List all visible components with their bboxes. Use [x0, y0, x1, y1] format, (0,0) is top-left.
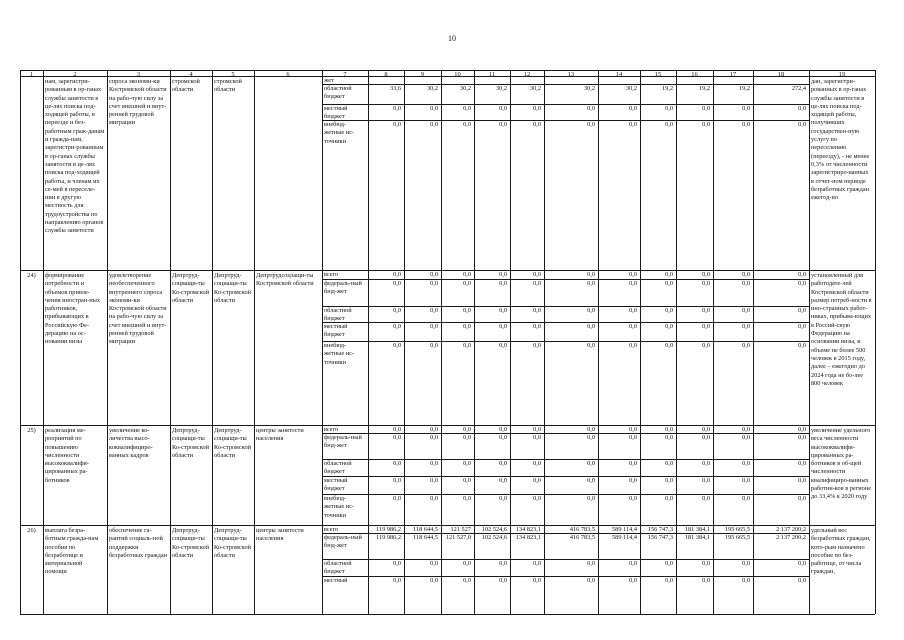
funding-value: 0,0	[463, 342, 471, 349]
funding-value: 0,0	[533, 307, 541, 314]
funding-value: 0,0	[463, 577, 471, 584]
funding-value: 0,0	[742, 495, 750, 502]
funding-value: 0,0	[702, 323, 710, 330]
funding-value: 0,0	[533, 560, 541, 567]
funding-value: 2 137 200,2	[776, 526, 806, 533]
funding-value: 0,0	[742, 271, 750, 278]
funding-value: 0,0	[499, 434, 507, 441]
funding-value: 0,0	[393, 105, 401, 112]
funding-source: федераль-ный бюд-жет	[324, 434, 362, 450]
funding-value: 30,2	[583, 85, 595, 92]
funding-value: 121 527,0	[445, 534, 471, 541]
funding-value: 0,0	[665, 460, 673, 467]
funding-value: 30,2	[426, 85, 438, 92]
header-cell: 1	[29, 71, 34, 78]
funding-value: 0,0	[587, 280, 595, 287]
funding-value: 118 644,5	[413, 526, 438, 533]
funding-value: 0,0	[665, 477, 673, 484]
funding-value: 0,0	[587, 495, 595, 502]
funding-value: 0,0	[629, 105, 637, 112]
funding-value: 0,0	[393, 577, 401, 584]
participant	[254, 77, 322, 271]
funding-value: 0,0	[587, 577, 595, 584]
funding-value: 0,0	[702, 105, 710, 112]
funding-value: 0,0	[665, 434, 673, 441]
coordinator: Депртруд-социащи-ты Ко-стромской области	[172, 427, 209, 459]
funding-source: всего	[324, 526, 339, 533]
funding-value: 0,0	[430, 307, 438, 314]
funding-value: 0,0	[798, 342, 806, 349]
header-cell: 7	[343, 71, 347, 78]
funding-value: 0,0	[499, 495, 507, 502]
header-cell: 19	[838, 71, 846, 78]
funding-value: 589 114,4	[612, 534, 637, 541]
funding-value	[753, 76, 809, 84]
funding-value: 0,0	[430, 577, 438, 584]
funding-value: 0,0	[430, 477, 438, 484]
funding-value: 0,0	[629, 495, 637, 502]
funding-value: 0,0	[587, 342, 595, 349]
header-cell: 17	[729, 71, 737, 78]
funding-value: 0,0	[742, 121, 750, 128]
funding-value: 0,0	[393, 307, 401, 314]
funding-value: 0,0	[533, 577, 541, 584]
participant: центры занятости населения	[256, 427, 304, 443]
participant: Депртрудсоцзащи-ты Костромской области	[256, 272, 314, 288]
funding-value: 0,0	[702, 577, 710, 584]
header-cell: 10	[454, 71, 461, 78]
funding-value: 0,0	[393, 460, 401, 467]
funding-value	[368, 76, 404, 84]
expected-result: обеспечение га-рантий социаль-ной поддержки безработных граждан	[109, 527, 168, 559]
funding-value: 0,0	[798, 577, 806, 584]
header-cell: 6	[286, 71, 290, 78]
funding-source: всего	[324, 426, 339, 433]
funding-value: 119 986,2	[376, 534, 401, 541]
funding-value: 0,0	[430, 105, 438, 112]
funding-value: 0,0	[533, 477, 541, 484]
funding-value: 0,0	[430, 342, 438, 349]
header-cell: 5	[231, 71, 235, 78]
funding-value	[474, 76, 510, 84]
measure-name: реализация ме-роприятий по повышению численности высококвалифи-цированных ра-ботников	[45, 427, 89, 484]
funding-value: 0,0	[499, 460, 507, 467]
funding-value: 0,0	[533, 271, 541, 278]
coordinator: Депртруд-социащи-ты Ко-стромской области	[172, 272, 209, 304]
funding-value: 30,2	[495, 85, 507, 92]
funding-value: 0,0	[742, 426, 750, 433]
funding-value: 0,0	[393, 434, 401, 441]
funding-value: 0,0	[393, 560, 401, 567]
funding-value: 0,0	[742, 307, 750, 314]
funding-value: 0,0	[798, 426, 806, 433]
funding-value: 30,2	[625, 85, 637, 92]
funding-value: 102 524,6	[481, 534, 507, 541]
column-rule	[875, 70, 876, 614]
row-number	[20, 77, 43, 271]
funding-source: жет	[324, 77, 334, 84]
funding-source: местный бюджет	[324, 477, 348, 493]
funding-value: 0,0	[629, 307, 637, 314]
funding-value: 30,2	[529, 85, 541, 92]
funding-value: 0,0	[499, 560, 507, 567]
funding-value: 0,0	[702, 121, 710, 128]
funding-value	[544, 76, 598, 84]
funding-value: 181 384,1	[684, 534, 710, 541]
funding-value: 0,0	[499, 271, 507, 278]
funding-value: 0,0	[798, 560, 806, 567]
funding-value: 416 783,5	[569, 534, 595, 541]
funding-value: 0,0	[587, 426, 595, 433]
funding-value: 33,6	[389, 85, 401, 92]
funding-value: 0,0	[665, 342, 673, 349]
expected-result: увеличение ко-личества высо-коквалифициро-ванных кадров	[109, 427, 153, 459]
funding-value: 0,0	[430, 280, 438, 287]
funding-value: 0,0	[629, 434, 637, 441]
coordinator: Депртруд-социащи-ты Ко-стромской области	[172, 527, 209, 559]
funding-value: 0,0	[533, 460, 541, 467]
funding-value: 0,0	[587, 105, 595, 112]
funding-value: 0,0	[665, 560, 673, 567]
funding-value: 156 747,3	[647, 534, 673, 541]
funding-value: 0,0	[665, 323, 673, 330]
funding-source: внебюд-жетные ис-точники	[324, 342, 355, 366]
responsible-executor: Депртруд-социащи-ты Ко-стромской области	[214, 427, 251, 459]
funding-value: 0,0	[463, 477, 471, 484]
funding-value: 0,0	[798, 495, 806, 502]
funding-value: 0,0	[393, 280, 401, 287]
funding-value: 0,0	[665, 495, 673, 502]
row-number: 25)	[27, 427, 36, 434]
funding-source: областной бюджет	[324, 307, 352, 323]
funding-value: 0,0	[742, 577, 750, 584]
funding-value: 19,2	[738, 85, 750, 92]
funding-value: 0,0	[499, 280, 507, 287]
funding-value: 0,0	[702, 271, 710, 278]
funding-value: 0,0	[742, 560, 750, 567]
funding-value: 0,0	[629, 577, 637, 584]
funding-value: 0,0	[798, 323, 806, 330]
funding-value: 0,0	[463, 495, 471, 502]
measure-name: формирование потребности и объемов привле-чения иностран-ных работников, прибывающих в Российскую Фе-дерацию на ос-новании визы	[45, 272, 100, 346]
funding-value	[676, 76, 713, 84]
funding-value: 0,0	[798, 121, 806, 128]
funding-value: 589 114,4	[612, 526, 637, 533]
header-cell: 14	[615, 71, 623, 78]
funding-value: 195 665,5	[724, 526, 750, 533]
funding-source: федераль-ный бюд-жет	[324, 534, 362, 550]
funding-value: 156 747,3	[647, 526, 673, 533]
target-indicator: увеличение удельного веса численности высококвалифи-цированных ра-ботников в об-щей численности квалифициро-ванных работни-ков в регионе до 33,4% к 2020 году	[811, 427, 871, 501]
funding-value: 0,0	[629, 323, 637, 330]
funding-value: 0,0	[463, 323, 471, 330]
funding-value: 0,0	[499, 577, 507, 584]
funding-value: 181 384,1	[684, 526, 710, 533]
funding-value	[713, 76, 753, 84]
funding-value: 0,0	[430, 460, 438, 467]
funding-value: 0,0	[798, 280, 806, 287]
funding-value: 0,0	[742, 434, 750, 441]
coordinator: стромской области	[172, 78, 200, 94]
header-cell: 2	[73, 71, 77, 78]
funding-value: 0,0	[499, 307, 507, 314]
funding-value: 0,0	[798, 307, 806, 314]
funding-value: 0,0	[499, 426, 507, 433]
funding-value: 0,0	[587, 560, 595, 567]
funding-value: 0,0	[463, 307, 471, 314]
funding-value: 0,0	[702, 342, 710, 349]
funding-source: федераль-ный бюд-жет	[324, 280, 362, 296]
funding-value: 0,0	[798, 434, 806, 441]
measure-name: выплата безра-ботным гражда-нам пособия по безработице и материальной помощи	[45, 527, 99, 576]
funding-value: 0,0	[533, 280, 541, 287]
funding-value: 0,0	[393, 121, 401, 128]
funding-value: 0,0	[463, 280, 471, 287]
funding-value: 0,0	[798, 460, 806, 467]
funding-value: 0,0	[499, 323, 507, 330]
header-cell: 18	[777, 71, 785, 78]
funding-value: 0,0	[742, 105, 750, 112]
funding-value: 0,0	[499, 105, 507, 112]
funding-value: 0,0	[629, 121, 637, 128]
funding-value: 0,0	[499, 342, 507, 349]
funding-value: 102 524,6	[481, 526, 507, 533]
funding-value: 0,0	[665, 105, 673, 112]
funding-value: 0,0	[629, 271, 637, 278]
funding-value: 272,4	[791, 85, 806, 92]
funding-value: 0,0	[587, 323, 595, 330]
funding-source: местный	[324, 577, 348, 584]
funding-source: областной бюджет	[324, 85, 352, 101]
funding-value: 0,0	[665, 426, 673, 433]
funding-value: 0,0	[587, 460, 595, 467]
funding-value: 0,0	[665, 271, 673, 278]
funding-value	[441, 76, 474, 84]
funding-value: 0,0	[430, 271, 438, 278]
funding-value: 0,0	[463, 434, 471, 441]
funding-value: 0,0	[629, 460, 637, 467]
funding-value: 30,2	[459, 85, 471, 92]
header-cell: 8	[384, 71, 388, 78]
funding-value: 0,0	[463, 460, 471, 467]
funding-value: 0,0	[430, 495, 438, 502]
funding-value: 2 137 200,2	[776, 534, 806, 541]
funding-value: 0,0	[798, 271, 806, 278]
funding-value: 0,0	[702, 460, 710, 467]
funding-value: 0,0	[702, 434, 710, 441]
funding-value: 0,0	[393, 342, 401, 349]
responsible-executor: Депртруд-социащи-ты Ко-стромской области	[214, 527, 251, 559]
funding-value: 134 823,1	[515, 534, 541, 541]
funding-value: 0,0	[430, 323, 438, 330]
funding-value: 0,0	[393, 271, 401, 278]
row-number: 26)	[27, 527, 36, 534]
funding-value: 0,0	[533, 342, 541, 349]
funding-value: 0,0	[533, 105, 541, 112]
funding-value: 0,0	[798, 105, 806, 112]
funding-value: 0,0	[702, 495, 710, 502]
funding-value	[640, 76, 676, 84]
measure-name: нам, зарегистри-рованным в ор-ганах службы занятости в це-лях поиска под-ходящей работы, в переезде и без-работным граж-данам и гражда-нам, зарегистри-рованным в ор-ганах службы занятости в це-лях поиска под-ходящей работы, и членам их се-мей в переселе-нии в другую местность для трудоустройства по направлению органов службы занятости	[45, 78, 105, 235]
page-number: 10	[448, 34, 456, 43]
expected-result: удовлетворение необеспеченного внутреннего спроса экономи-ки Костромской области на рабо-чую силу за счет внешней и внут-ренней трудовой миграции	[109, 272, 167, 346]
funding-value: 0,0	[629, 426, 637, 433]
funding-value: 0,0	[629, 560, 637, 567]
funding-value: 0,0	[742, 342, 750, 349]
funding-value: 195 665,5	[724, 534, 750, 541]
funding-value: 0,0	[393, 495, 401, 502]
funding-value: 0,0	[587, 434, 595, 441]
funding-value: 0,0	[587, 121, 595, 128]
funding-value	[404, 76, 441, 84]
funding-value: 0,0	[742, 460, 750, 467]
funding-value	[598, 76, 640, 84]
header-cell: 9	[420, 71, 425, 78]
funding-value: 0,0	[742, 280, 750, 287]
funding-value: 0,0	[742, 323, 750, 330]
funding-source: всего	[324, 271, 339, 278]
funding-value: 0,0	[430, 121, 438, 128]
funding-value: 0,0	[430, 426, 438, 433]
header-cell: 12	[523, 71, 531, 78]
responsible-executor: стромской области	[214, 78, 242, 94]
funding-value: 0,0	[665, 307, 673, 314]
funding-source: внебюд-жетные ис-точники	[324, 495, 355, 519]
funding-source: внебюд-жетные ис-точники	[324, 121, 355, 145]
funding-value: 0,0	[587, 271, 595, 278]
participant: центры занятости населения	[256, 527, 304, 543]
funding-value: 0,0	[702, 426, 710, 433]
funding-value: 0,0	[499, 121, 507, 128]
funding-value: 0,0	[533, 434, 541, 441]
header-cell: 13	[567, 71, 575, 78]
funding-value: 0,0	[463, 121, 471, 128]
funding-value: 0,0	[430, 560, 438, 567]
funding-value: 0,0	[702, 307, 710, 314]
funding-value: 0,0	[463, 105, 471, 112]
expected-result: спроса экономи-ки Костромской области на рабо-чую силу за счет внешней и внут-ренней трудовой миграции	[109, 78, 167, 127]
target-indicator: установленный для работодате-лей Костромской области размер потреб-ности в ино-странных работ-никах, прибыва-ющих в Россий-скую Федерацию на основании визы, в объеме не более 500 человек в 2015 году, далее – ежегодно до 2024 года не бо-лее 800 человек	[811, 272, 872, 387]
funding-value: 0,0	[533, 121, 541, 128]
funding-value: 0,0	[463, 426, 471, 433]
header-cell: 16	[691, 71, 698, 78]
header-cell: 4	[189, 71, 193, 78]
funding-value: 118 644,5	[413, 534, 438, 541]
funding-value: 0,0	[393, 426, 401, 433]
funding-value: 0,0	[629, 280, 637, 287]
funding-value: 0,0	[702, 477, 710, 484]
funding-value: 0,0	[798, 477, 806, 484]
header-cell: 3	[136, 71, 141, 78]
funding-source: местный бюджет	[324, 105, 348, 121]
funding-value: 0,0	[629, 342, 637, 349]
funding-value: 19,2	[661, 85, 673, 92]
funding-value: 0,0	[702, 280, 710, 287]
funding-value: 0,0	[463, 560, 471, 567]
funding-source: областной бюджет	[324, 460, 352, 476]
funding-value: 0,0	[629, 477, 637, 484]
funding-value: 0,0	[665, 577, 673, 584]
funding-source: областной бюджет	[324, 560, 352, 576]
funding-value: 0,0	[499, 477, 507, 484]
header-cell: 15	[654, 71, 662, 78]
funding-value: 0,0	[702, 560, 710, 567]
funding-value: 0,0	[463, 271, 471, 278]
funding-value: 134 823,1	[515, 526, 541, 533]
funding-value: 0,0	[587, 307, 595, 314]
responsible-executor: Депртруд-социащи-ты Ко-стромской области	[214, 272, 251, 304]
funding-value: 0,0	[393, 477, 401, 484]
target-indicator: удельный вес безработных граждан, кото-рым назначено пособие по без-работице, от числа граждан,	[811, 527, 871, 576]
funding-value: 0,0	[533, 426, 541, 433]
row-number: 24)	[27, 272, 36, 279]
funding-value: 0,0	[742, 477, 750, 484]
funding-value: 0,0	[665, 280, 673, 287]
header-cell: 11	[488, 71, 496, 78]
funding-value: 19,2	[698, 85, 710, 92]
funding-value: 0,0	[587, 477, 595, 484]
funding-value	[510, 76, 544, 84]
funding-value: 0,0	[533, 495, 541, 502]
funding-value: 0,0	[665, 121, 673, 128]
funding-value: 0,0	[393, 323, 401, 330]
funding-value: 0,0	[533, 323, 541, 330]
funding-value: 121 527	[450, 526, 471, 533]
target-indicator: дан, зарегистри-рованных в ор-ганах службы занятости в це-лях поиска под-ходящей работы, получивших государствен-ную услугу по переселению (переезду), - не менее 0,3% от численности зарегистриро-ванных в отчет-ном периоде безработных граждан ежегод-но	[811, 78, 870, 202]
funding-value: 416 783,5	[569, 526, 595, 533]
funding-value: 119 986,2	[376, 526, 401, 533]
funding-value: 0,0	[430, 434, 438, 441]
funding-source: местный бюджет	[324, 323, 348, 339]
